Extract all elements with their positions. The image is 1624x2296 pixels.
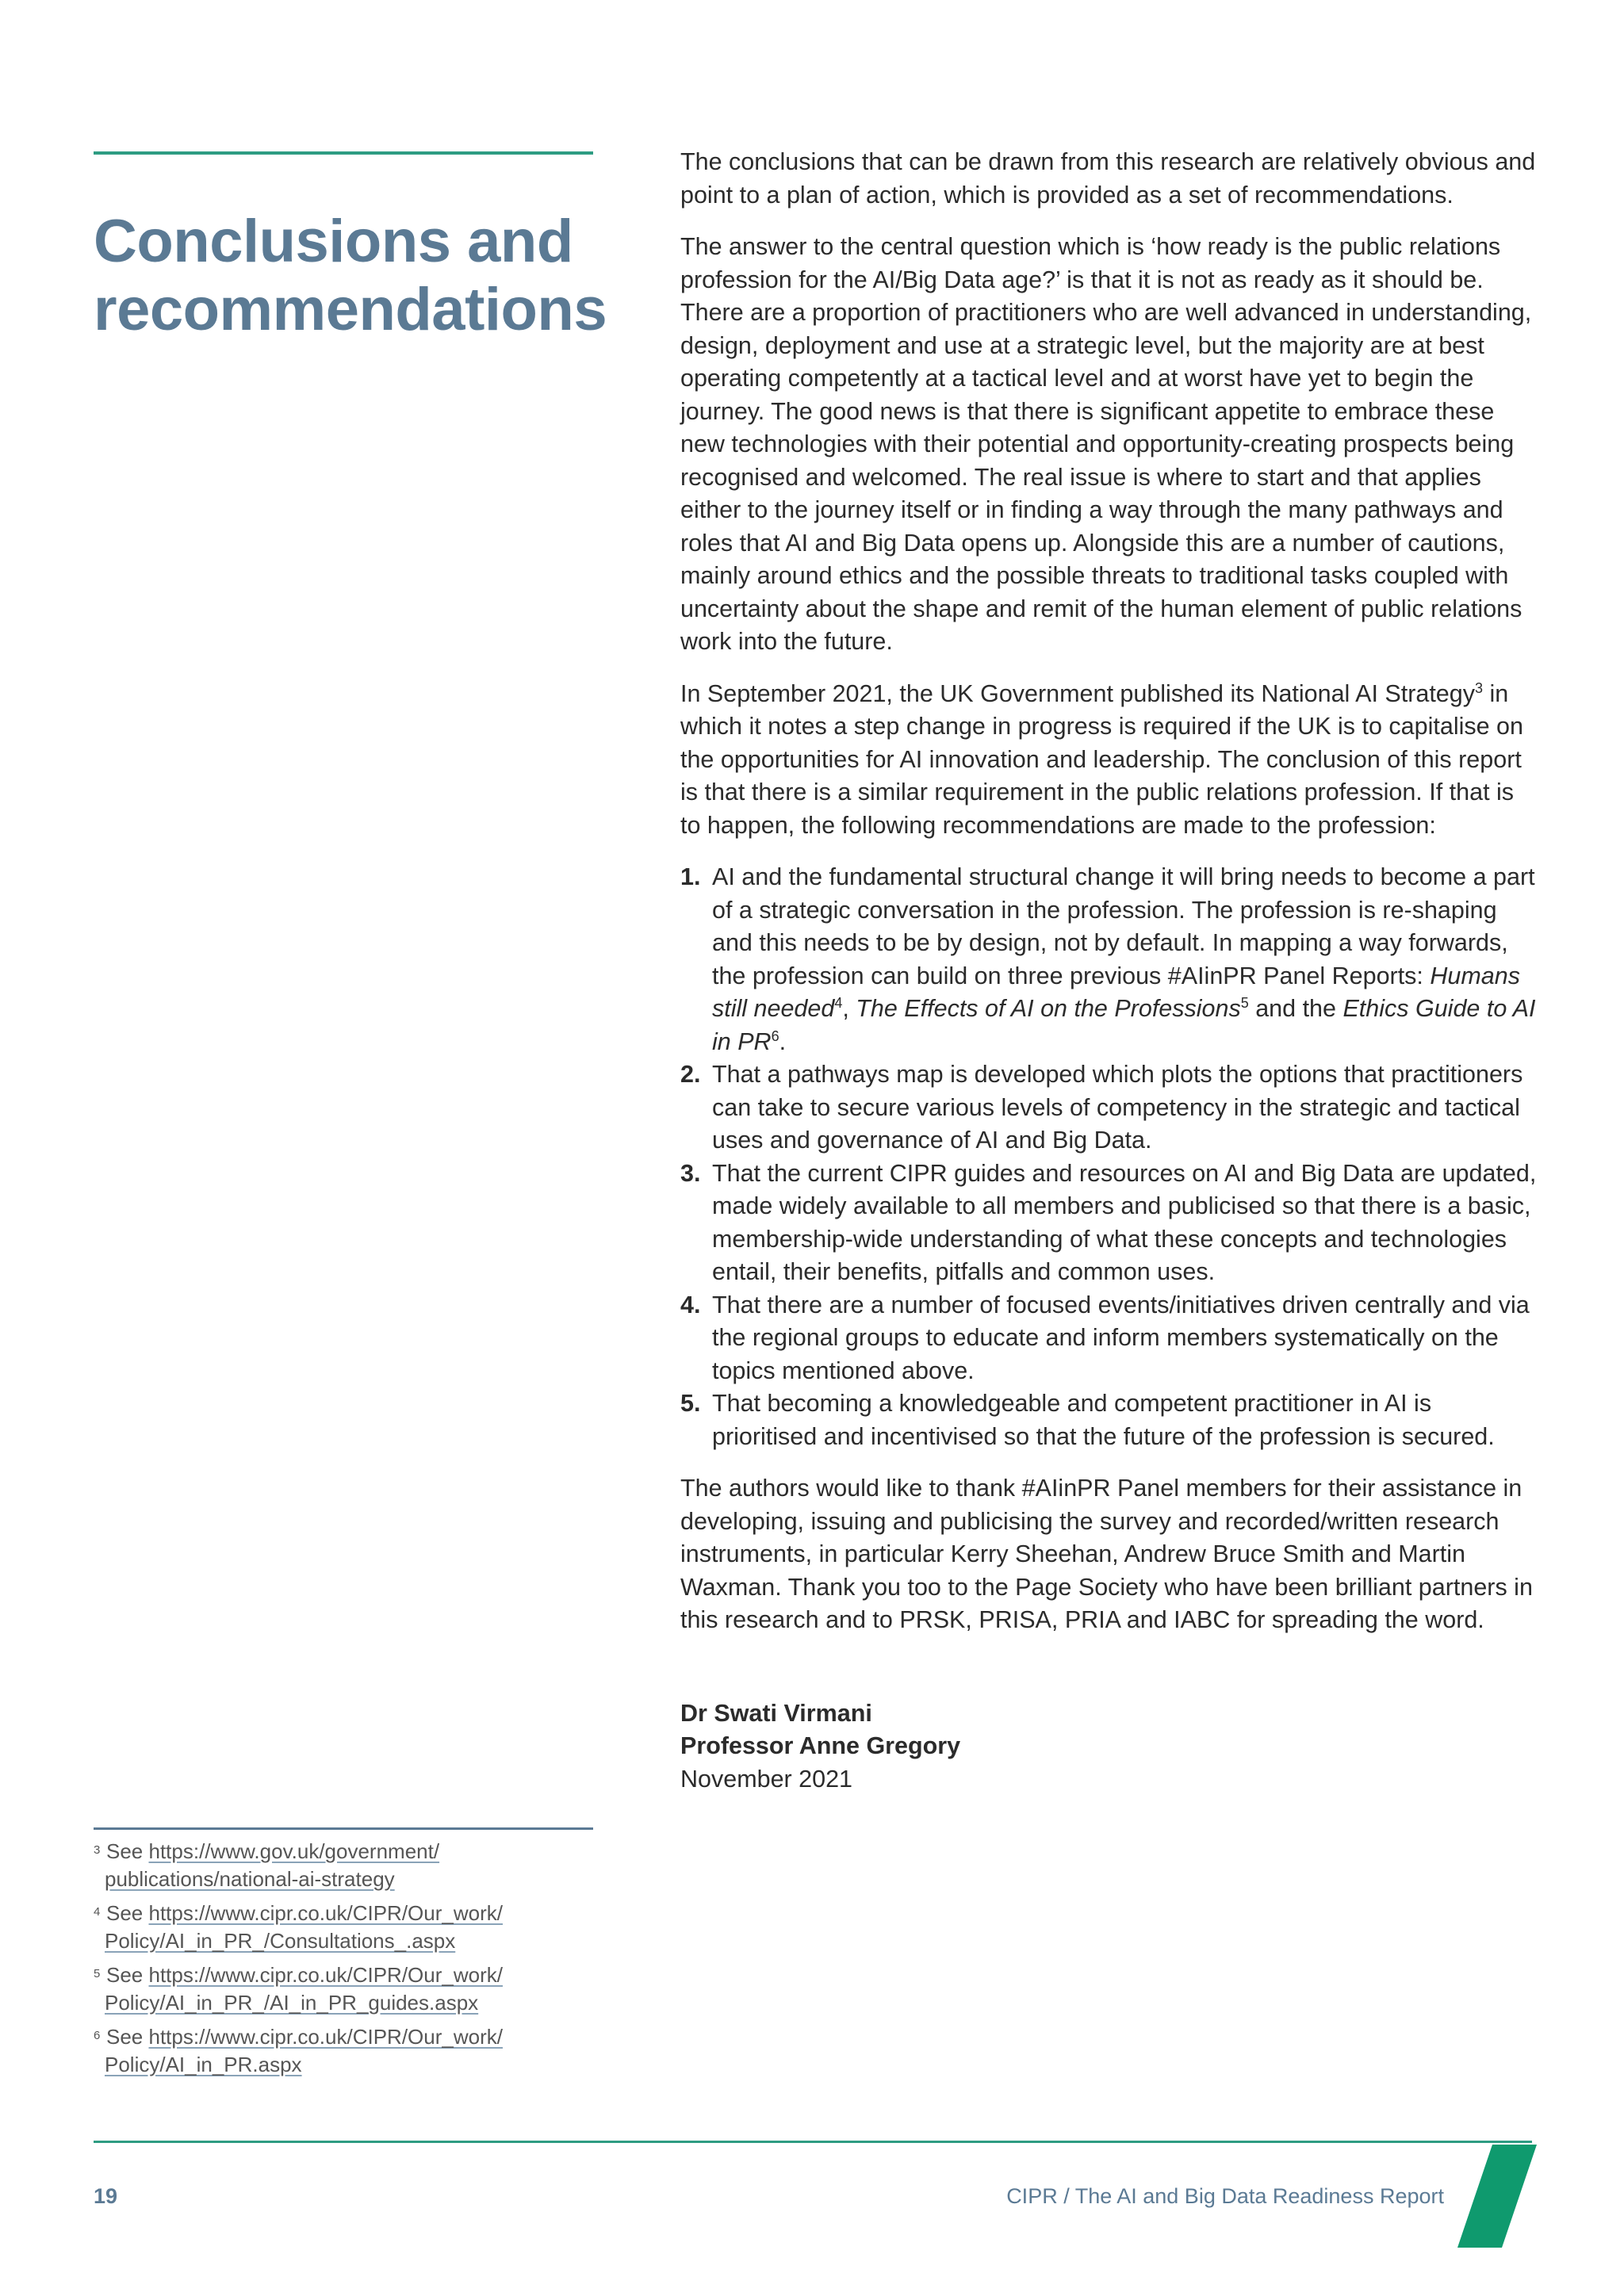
list-number: 5. [680,1390,701,1417]
footnote-link[interactable]: Policy/AI_in_PR_/AI_in_PR_guides.aspx [105,1991,479,2015]
footnote-link[interactable]: Policy/AI_in_PR.aspx [105,2053,302,2076]
footnote-link[interactable]: https://www.cipr.co.uk/CIPR/Our_work/ [148,1901,503,1925]
list-item: 4. That there are a number of focused events/initiatives driven centrally and via the regional groups to educate and inform members systematically on the topics mentioned above. [680,1289,1538,1388]
list-number: 1. [680,863,701,890]
author-name: Dr Swati Virmani [680,1699,872,1727]
footnote-4: 4 See https://www.cipr.co.uk/CIPR/Our_work/ Policy/AI_in_PR_/Consultations_.aspx [94,1900,601,1955]
footnote-ref-3[interactable]: 3 [1475,679,1484,696]
paragraph-readiness: The answer to the central question which is ‘how ready is the public relations profession for the AI/Big Data age?’ is that it is not as ready as it should be. There are a proportion of practitioners who are well advanced in understanding, design, deployment and use at a strategic level, but the majority are at best operating competently at a tactical level and at worst have yet to begin the journey. The good news is that there is significant appetite to embrace these new technologies with their potential and opportunity-creating prospects being recognised and welcomed. The real issue is where to start and that applies either to the journey itself or in finding a way through the many pathways and roles that AI and Big Data opens up. Alongside this are a number of cautions, mainly around ethics and the possible threats to traditional tasks coupled with uncertainty about the shape and remit of the human element of public relations work into the future. [680,233,1532,655]
list-item: 2. That a pathways map is developed which plots the options that practitioners can take to secure various levels of competency in the strategic and tactical uses and governance of AI and Big Data. [680,1058,1538,1158]
footnote-link[interactable]: https://www.cipr.co.uk/CIPR/Our_work/ [148,1963,503,1987]
footnote-link[interactable]: https://www.gov.uk/government/ [148,1839,440,1863]
title-rule [94,151,593,155]
list-number: 4. [680,1291,701,1318]
list-number: 3. [680,1159,701,1187]
footer-rule [94,2141,1532,2143]
running-title: CIPR / The AI and Big Data Readiness Report [1006,2184,1444,2208]
footnote-5: 5 See https://www.cipr.co.uk/CIPR/Our_work/ Policy/AI_in_PR_/AI_in_PR_guides.aspx [94,1961,601,2017]
signature-date: November 2021 [680,1765,853,1793]
main-text-column [680,146,1538,1796]
paragraph-acknowledgements: The authors would like to thank #AIinPR Panel members for their assistance in developing, issuing and publicising the survey and recorded/written research instruments, in particular Kerry Sheehan, Andrew Bruce Smith and Martin Waxman. Thank you too to the Page Society who have been brilliant partners in this research and to PRSK, PRISA, PRIA and IABC for spreading the word. [680,1475,1533,1633]
footnote-link[interactable]: publications/national-ai-strategy [105,1867,395,1891]
footnote-3: 3 See https://www.gov.uk/government/ publications/national-ai-strategy [94,1838,601,1893]
footnote-ref-5[interactable]: 5 [1240,994,1249,1011]
footnote-ref-6[interactable]: 6 [771,1027,779,1044]
paragraph-strategy: In September 2021, the UK Government published its National AI Strategy$^3$ in which it notes a step change in progress is required if the UK is to capitalise on the opportunities for AI innovation and leadership. The conclusion of this report is that there is a similar requirement in the public relations profession. If that is to happen, the following recommendations are made to the profession: [680,679,1523,839]
signature-block [680,1697,1538,1797]
brand-slash-icon [1457,2145,1537,2248]
list-item: 3. That the current CIPR guides and resources on AI and Big Data are updated, made widely available to all members and publicised so that there is a basic, membership-wide understanding of what these concepts and technologies entail, their benefits, pitfalls and common uses. [680,1158,1538,1289]
list-number: 2. [680,1061,701,1088]
footnote-rule [94,1827,593,1830]
list-item: 5. That becoming a knowledgeable and competent practitioner in AI is prioritised and incentivised so that the future of the profession is secured. [680,1387,1538,1453]
brand-slash-shape [1457,2145,1537,2248]
footnote-link[interactable]: https://www.cipr.co.uk/CIPR/Our_work/ [148,2025,503,2049]
page-number: 19 [94,2184,118,2208]
footnotes [94,1838,601,2085]
paragraph-intro: The conclusions that can be drawn from this research are relatively obvious and point to a plan of action, which is provided as a set of recommendations. [680,148,1536,209]
recommendations-list [680,861,1538,1453]
author-name: Professor Anne Gregory [680,1732,961,1759]
page-title: Conclusions and recommendations [94,208,607,343]
list-item: 1. AI and the fundamental structural change it will bring needs to become a part of a strategic conversation in the profession. The profession is re-shaping and this needs to be by design, not by default. In mapping a way forwards, the profession can build on three previous #AIinPR Panel Reports: Humans still needed$^4$, The Effects of AI on the Professions$^5$ and the Ethics Guide to AI in $PR^6$. [680,861,1538,1058]
footnote-6: 6 See https://www.cipr.co.uk/CIPR/Our_work/ Policy/AI_in_PR.aspx [94,2023,601,2079]
footnote-ref-4[interactable]: 4 [834,994,843,1011]
footnote-link[interactable]: Policy/AI_in_PR_/Consultations_.aspx [105,1929,456,1953]
